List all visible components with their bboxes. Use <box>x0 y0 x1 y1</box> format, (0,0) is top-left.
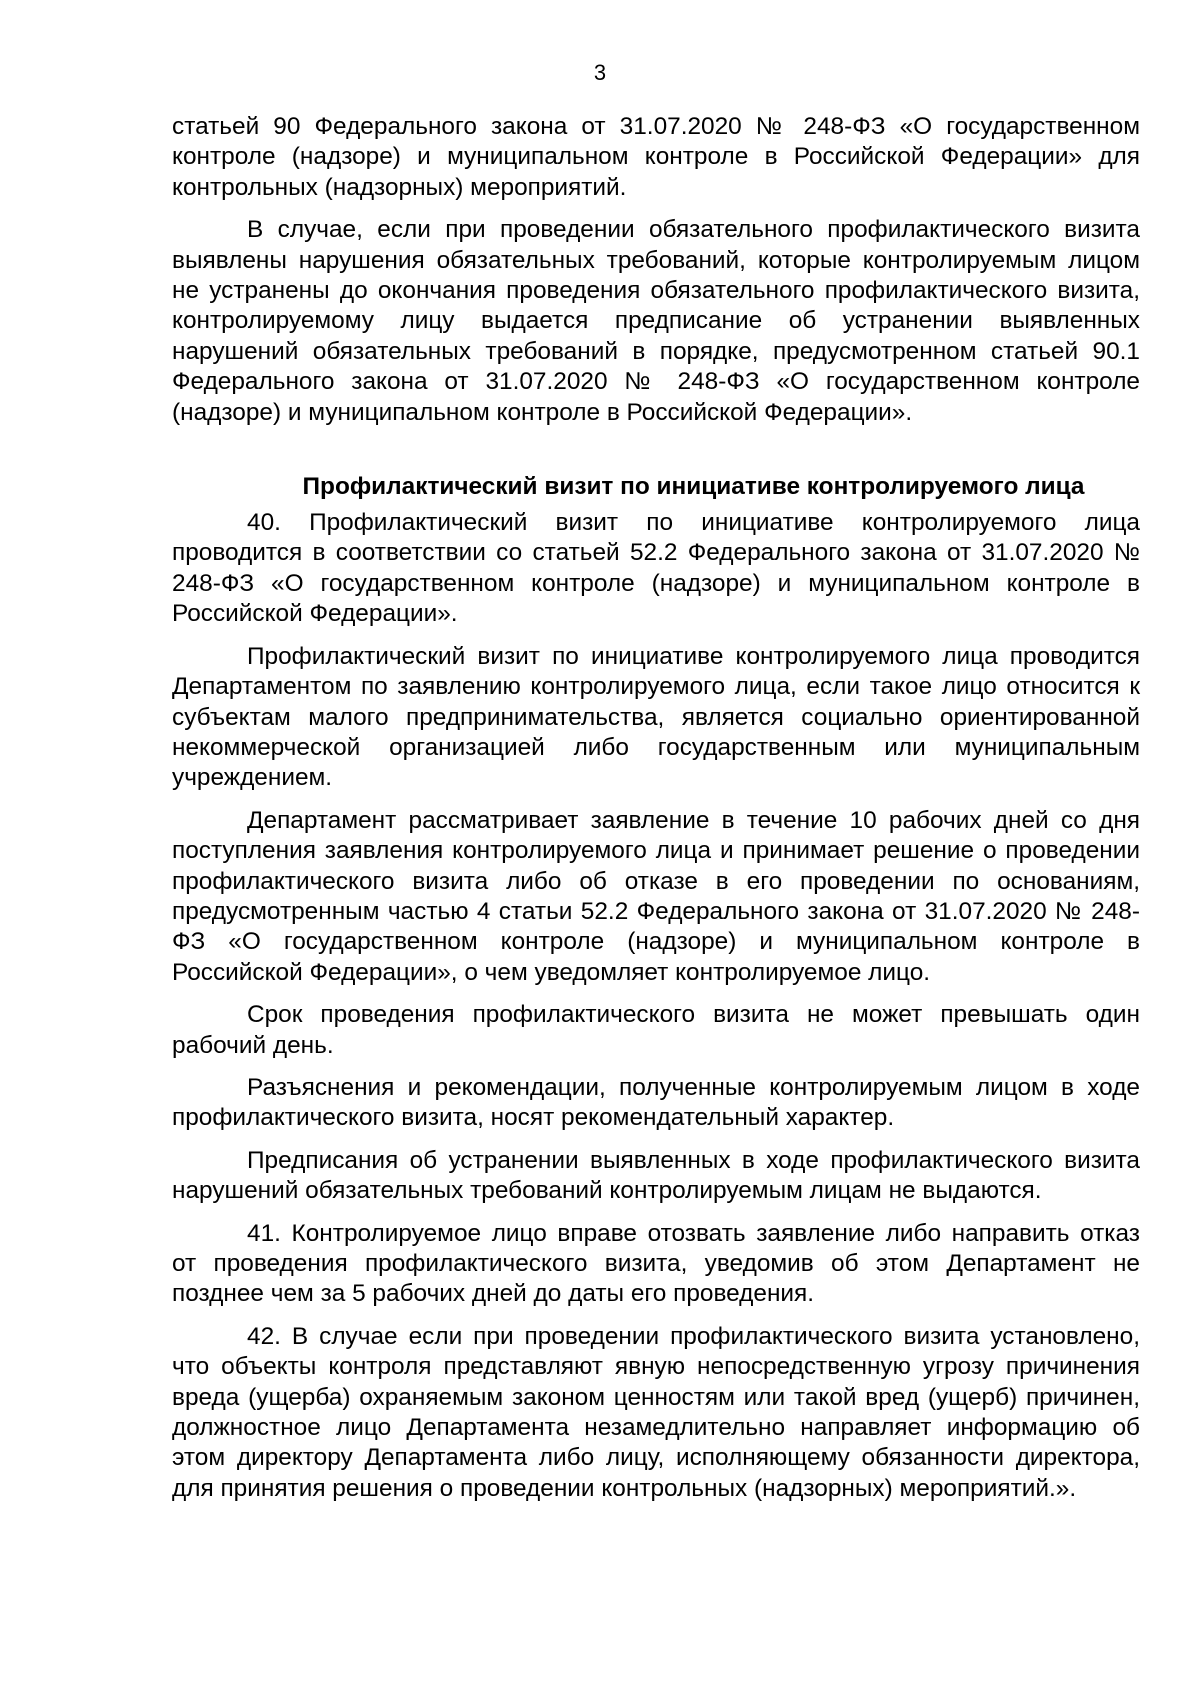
paragraph-no-orders: Предписания об устранении выявленных в ходе профилактического визита нарушений обязательных требований контролируемым лицам не выдаются. <box>172 1146 1140 1205</box>
paragraph-intro-continuation: статьей 90 Федерального закона от 31.07.2020 № 248-ФЗ «О государственном контроле (надзоре) и муниципальном контроле в Российской Федерации» для контрольных (надзорных) мероприятий. <box>172 113 1140 201</box>
section-heading: Профилактический визит по инициативе контролируемого лица <box>302 473 1085 501</box>
paragraph-visit-duration: Срок проведения профилактического визита не может превышать один рабочий день. <box>172 1001 1140 1059</box>
paragraph-application-review: Департамент рассматривает заявление в течение 10 рабочих дней со дня поступления заявления контролируемого лица и принимает решение о проведении профилактического визита либо об отказе в его проведении по основаниям, предусмотренным частью 4 статьи 52.2 Федерального закона от 31.07.2020 № 248-ФЗ «О государственном контроле (надзоре) и муниципальном контроле в Российской Федерации», о чем уведомляет контролируемое лицо. <box>172 806 1140 986</box>
paragraph-40: 40. Профилактический визит по инициативе контролируемого лица проводится в соответствии со статьей 52.2 Федерального закона от 31.07.2020 № 248-ФЗ «О государственном контроле (надзоре) и муниципальном контроле в Российской Федерации». <box>172 509 1140 628</box>
page-number: 3 <box>593 60 607 85</box>
paragraph-recommendations: Разъяснения и рекомендации, полученные контролируемым лицом в ходе профилактического визита, носят рекомендательный характер. <box>172 1073 1140 1132</box>
document-body <box>172 112 1140 1516</box>
paragraph-visit-conditions: Профилактический визит по инициативе контролируемого лица проводится Департаментом по заявлению контролируемого лица, если такое лицо относится к субъектам малого предпринимательства, является социально ориентированной некоммерческой организацией либо государственным или муниципальным учреждением. <box>172 642 1140 792</box>
paragraph-42: 42. В случае если при проведении профилактического визита установлено, что объекты контроля представляют явную непосредственную угрозу причинения вреда (ущерба) охраняемым законом ценностям или такой вред (ущерб) причинен, должностное лицо Департамента незамедлительно направляет информацию об этом директору Департамента либо лицу, исполняющему обязанности директора, для принятия решения о проведении контрольных (надзорных) мероприятий.». <box>172 1322 1140 1502</box>
paragraph-41: 41. Контролируемое лицо вправе отозвать заявление либо направить отказ от проведения профилактического визита, уведомив об этом Департамент не позднее чем за 5 рабочих дней до даты его проведения. <box>172 1219 1140 1308</box>
paragraph-mandatory-visit-violations: В случае, если при проведении обязательного профилактического визита выявлены нарушения обязательных требований, которые контролируемым лицом не устранены до окончания проведения обязательного профилактического визита, контролируемому лицу выдается предписание об устранении выявленных нарушений обязательных требований в порядке, предусмотренном статьей 90.1 Федерального закона от 31.07.2020 № 248-ФЗ «О государственном контроле (надзоре) и муниципальном контроле в Российской Федерации». <box>172 216 1140 426</box>
